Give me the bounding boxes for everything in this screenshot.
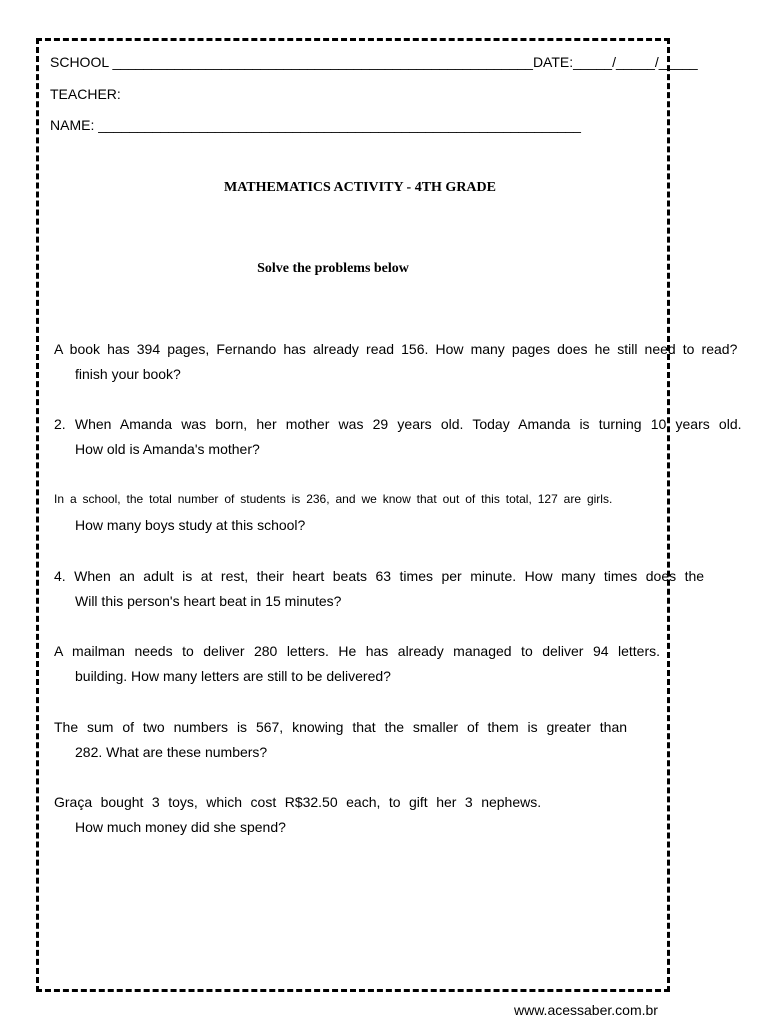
question-6-line1: The sum of two numbers is 567, knowing that the smaller of them is greater than <box>54 719 628 735</box>
question-1-line1: A book has 394 pages, Fernando has already read 156. How many pages does he still need to read? <box>54 341 738 357</box>
school-date-line: SCHOOL ______________________________________________________DATE:_____/_____/_____ <box>50 54 698 70</box>
teacher-line: TEACHER: <box>50 86 121 102</box>
question-2-line2: How old is Amanda's mother? <box>75 441 260 457</box>
question-4-line1: 4. When an adult is at rest, their heart beats 63 times per minute. How many times does the <box>54 568 705 584</box>
question-5-line2: building. How many letters are still to be delivered? <box>75 668 391 684</box>
question-7-line1: Graça bought 3 toys, which cost R$32.50 each, to gift her 3 nephews. <box>54 794 542 810</box>
question-5-line1: A mailman needs to deliver 280 letters. He has already managed to deliver 94 letters. <box>54 643 661 659</box>
question-1-line2: finish your book? <box>75 366 181 382</box>
question-3-line1: In a school, the total number of students is 236, and we know that out of this total, 127 are girls. <box>54 492 613 506</box>
footer-website: www.acessaber.com.br <box>514 1002 658 1018</box>
page-title: MATHEMATICS ACTIVITY - 4TH GRADE <box>224 180 496 195</box>
question-2-line1: 2. When Amanda was born, her mother was 29 years old. Today Amanda is turning 10 years old. <box>54 416 742 432</box>
name-line: NAME: ______________________________________________________________ <box>50 117 581 133</box>
question-7-line2: How much money did she spend? <box>75 819 286 835</box>
question-4-line2: Will this person's heart beat in 15 minutes? <box>75 593 342 609</box>
instructions-subtitle: Solve the problems below <box>257 261 409 276</box>
question-3-line2: How many boys study at this school? <box>75 517 306 533</box>
question-6-line2: 282. What are these numbers? <box>75 744 268 760</box>
